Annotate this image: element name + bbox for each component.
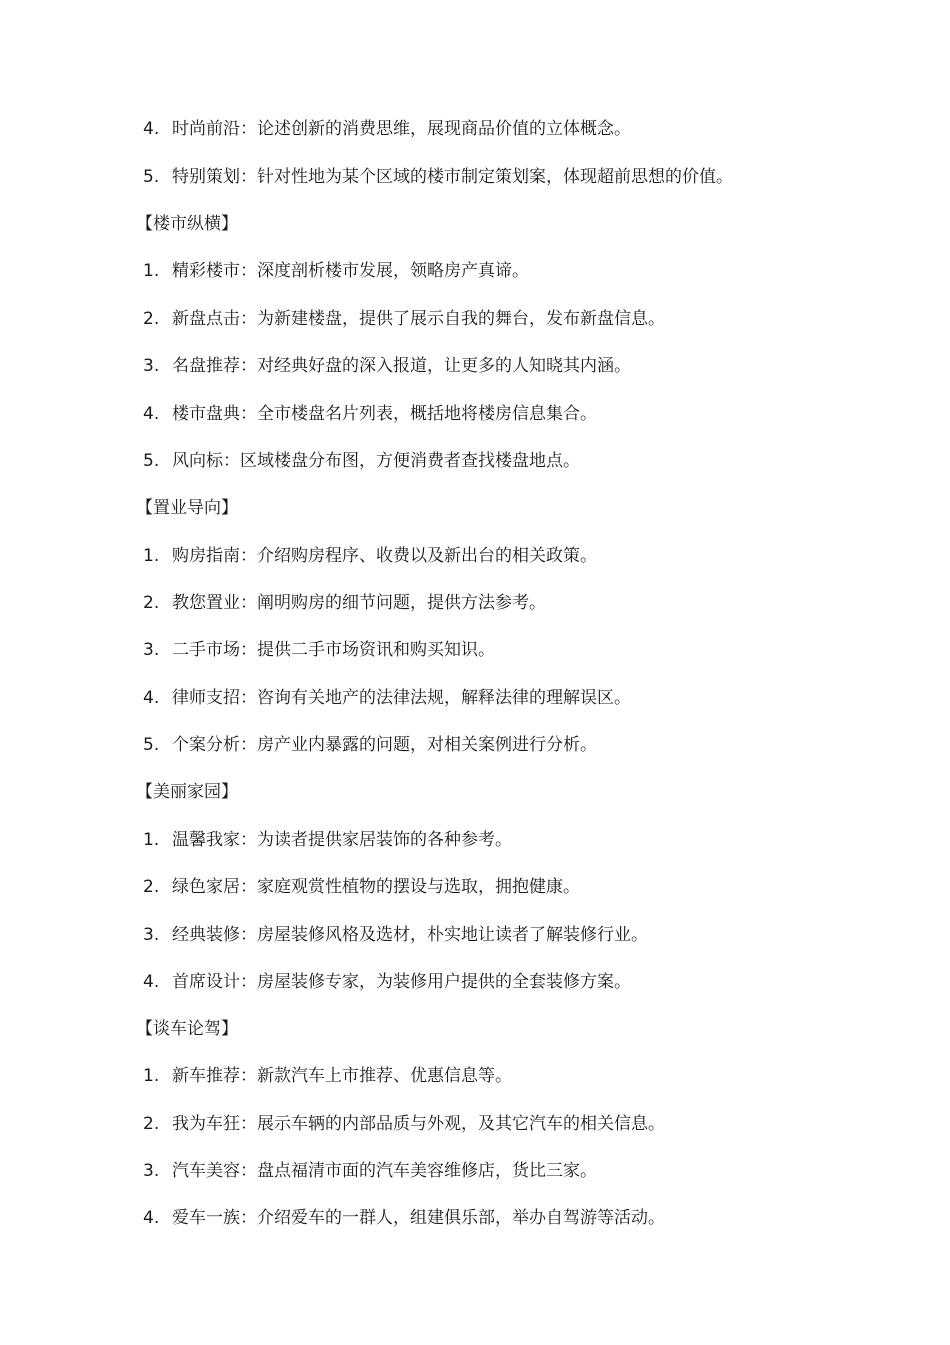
list-item — [143, 306, 665, 332]
section-heading: 【楼市纵横】 — [136, 214, 238, 234]
item-number: 1. — [143, 830, 160, 850]
list-item — [143, 590, 546, 616]
item-text: 律师支招：咨询有关地产的法律法规，解释法律的理解误区。 — [172, 688, 631, 708]
list-item — [143, 637, 495, 663]
list-item — [143, 1158, 597, 1184]
list-item — [143, 401, 597, 427]
section-heading: 【美丽家园】 — [136, 782, 238, 802]
list-item — [143, 353, 631, 379]
item-text: 个案分析：房产业内暴露的问题，对相关案例进行分析。 — [172, 735, 597, 755]
list-item — [143, 164, 733, 190]
item-number: 1. — [143, 261, 160, 281]
item-text: 名盘推荐：对经典好盘的深入报道，让更多的人知晓其内涵。 — [172, 356, 631, 376]
item-text: 新车推荐：新款汽车上市推荐、优惠信息等。 — [172, 1066, 512, 1086]
item-text: 精彩楼市：深度剖析楼市发展，领略房产真谛。 — [172, 261, 529, 281]
item-number: 4. — [143, 404, 160, 424]
list-item — [143, 258, 529, 284]
item-number: 3. — [143, 640, 160, 660]
item-text: 汽车美容：盘点福清市面的汽车美容维修店，货比三家。 — [172, 1161, 597, 1181]
item-number: 2. — [143, 1114, 160, 1134]
item-number: 5. — [143, 735, 160, 755]
list-item — [143, 969, 631, 995]
item-number: 3. — [143, 356, 160, 376]
list-item — [143, 732, 597, 758]
item-text: 教您置业：阐明购房的细节问题，提供方法参考。 — [172, 593, 546, 613]
item-text: 楼市盘典：全市楼盘名片列表，概括地将楼房信息集合。 — [172, 404, 597, 424]
item-text: 经典装修：房屋装修风格及选材，朴实地让读者了解装修行业。 — [172, 925, 648, 945]
item-text: 爱车一族：介绍爱车的一群人，组建俱乐部，举办自驾游等活动。 — [172, 1208, 665, 1228]
item-number: 4. — [143, 688, 160, 708]
item-number: 3. — [143, 925, 160, 945]
item-number: 4. — [143, 972, 160, 992]
item-number: 1. — [143, 546, 160, 566]
item-text: 二手市场：提供二手市场资讯和购买知识。 — [172, 640, 495, 660]
item-number: 5. — [143, 167, 160, 187]
item-text: 风向标：区域楼盘分布图，方便消费者查找楼盘地点。 — [172, 451, 580, 471]
item-number: 2. — [143, 593, 160, 613]
item-number: 2. — [143, 877, 160, 897]
item-text: 我为车狂：展示车辆的内部品质与外观，及其它汽车的相关信息。 — [172, 1114, 665, 1134]
item-number: 4. — [143, 1208, 160, 1228]
list-item — [143, 116, 631, 142]
list-item — [143, 1063, 512, 1089]
item-number: 2. — [143, 309, 160, 329]
list-item — [143, 1205, 665, 1231]
list-item — [143, 543, 597, 569]
list-item — [143, 448, 580, 474]
list-item — [143, 685, 631, 711]
item-text: 特别策划：针对性地为某个区域的楼市制定策划案，体现超前思想的价值。 — [172, 167, 733, 187]
list-item — [143, 827, 512, 853]
item-text: 温馨我家：为读者提供家居装饰的各种参考。 — [172, 830, 512, 850]
item-text: 时尚前沿：论述创新的消费思维，展现商品价值的立体概念。 — [172, 119, 631, 139]
item-number: 3. — [143, 1161, 160, 1181]
item-number: 4. — [143, 119, 160, 139]
list-item — [143, 874, 580, 900]
item-text: 新盘点击：为新建楼盘，提供了展示自我的舞台，发布新盘信息。 — [172, 309, 665, 329]
item-text: 绿色家居：家庭观赏性植物的摆设与选取，拥抱健康。 — [172, 877, 580, 897]
item-number: 5. — [143, 451, 160, 471]
item-number: 1. — [143, 1066, 160, 1086]
section-heading: 【置业导向】 — [136, 498, 238, 518]
list-item — [143, 922, 648, 948]
item-text: 首席设计：房屋装修专家，为装修用户提供的全套装修方案。 — [172, 972, 631, 992]
item-text: 购房指南：介绍购房程序、收费以及新出台的相关政策。 — [172, 546, 597, 566]
section-heading: 【谈车论驾】 — [136, 1019, 238, 1039]
list-item — [143, 1111, 665, 1137]
